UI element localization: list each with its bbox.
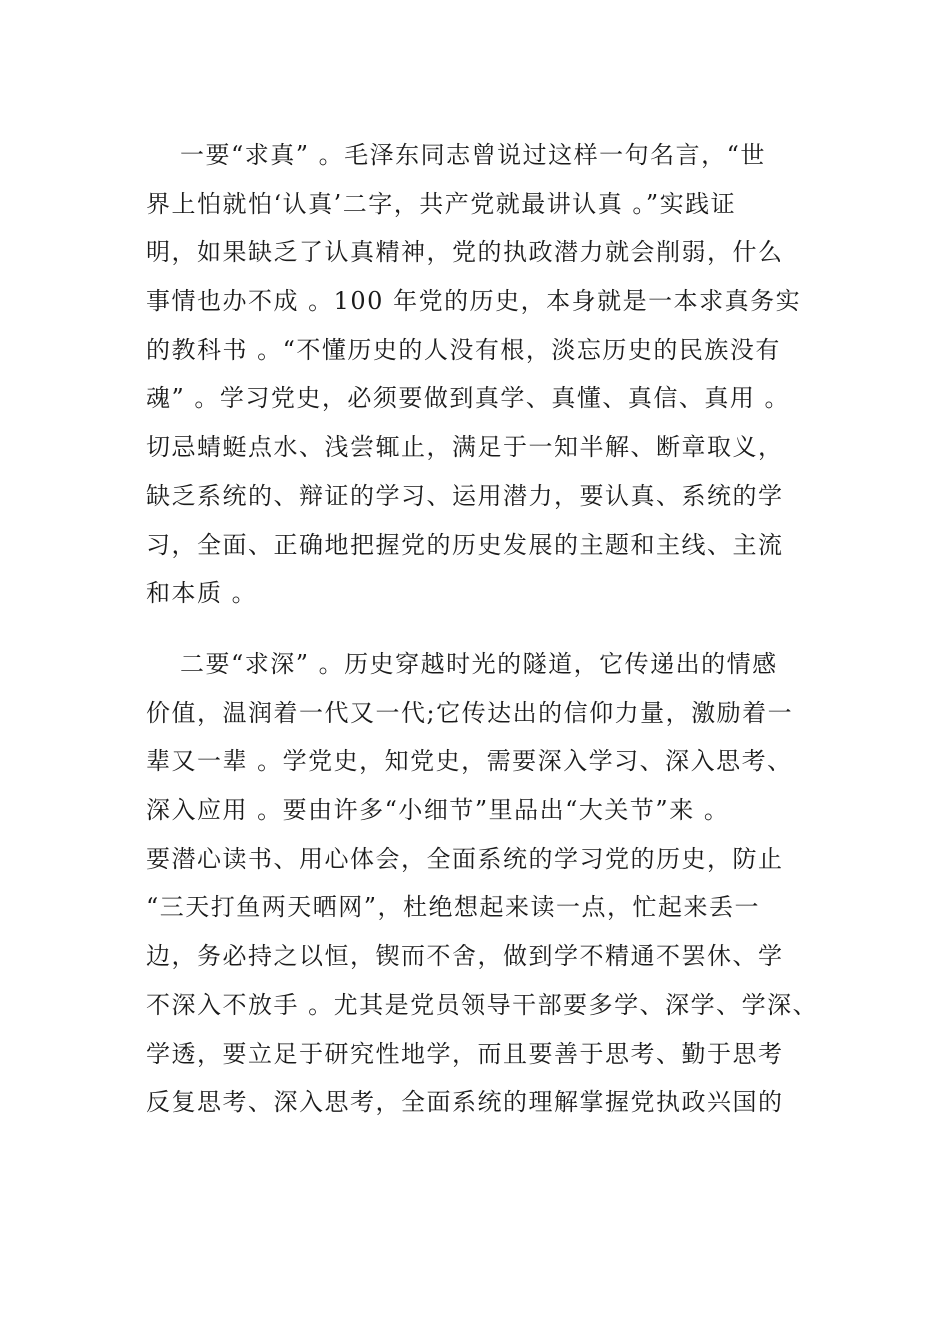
text-line: 界上怕就怕‘认真’二字，共产党就最讲认真 。”实践证 [146, 189, 737, 218]
text-line: 和本质 。 [146, 579, 258, 608]
text-line: 切忌蜻蜓点水、浅尝辄止，满足于一知半解、断章取义， [146, 433, 784, 462]
paragraph-qiushen [146, 640, 826, 1127]
text-line: 事情也办不成 。100 年党的历史，本身就是一本求真务实 [146, 287, 802, 316]
text-line: 一要“求真” 。毛泽东同志曾说过这样一句名言，“世 [180, 141, 766, 169]
text-line: 习，全面、正确地把握党的历史发展的主题和主线、主流 [146, 530, 784, 559]
text-line: 不深入不放手 。尤其是党员领导干部要多学、深学、学深、 [146, 990, 819, 1019]
text-line: 要潜心读书、用心体会，全面系统的学习党的历史，防止 [146, 844, 784, 873]
text-line: 反复思考、深入思考，全面系统的理解掌握党执政兴国的 [146, 1088, 784, 1117]
paragraph-qiuzhen [146, 131, 826, 618]
text-line: 学透，要立足于研究性地学，而且要善于思考、勤于思考 [146, 1039, 784, 1068]
text-line: 二要“求深” 。历史穿越时光的隧道，它传递出的情感 [180, 650, 778, 678]
text-line: 深入应用 。要由许多“小细节”里品出“大关节”来 。 [146, 796, 730, 825]
text-line: 的教科书 。“不懂历史的人没有根，淡忘历史的民族没有 [146, 335, 781, 364]
text-line: “三天打鱼两天晒网”，杜绝想起来读一点，忙起来丢一 [146, 893, 761, 922]
text-line: 明，如果缺乏了认真精神，党的执政潜力就会削弱，什么 [146, 238, 784, 267]
text-line: 魂” 。学习党史，必须要做到真学、真懂、真信、真用 。 [146, 384, 791, 413]
text-line: 价值，温润着一代又一代;它传达出的信仰力量，激励着一 [146, 698, 794, 727]
text-line: 缺乏系统的、辩证的学习、运用潜力，要认真、系统的学 [146, 481, 784, 510]
text-line: 边，务必持之以恒，锲而不舍，做到学不精通不罢休、学 [146, 942, 784, 971]
text-line: 辈又一辈 。学党史，知党史，需要深入学习、深入思考、 [146, 747, 793, 776]
